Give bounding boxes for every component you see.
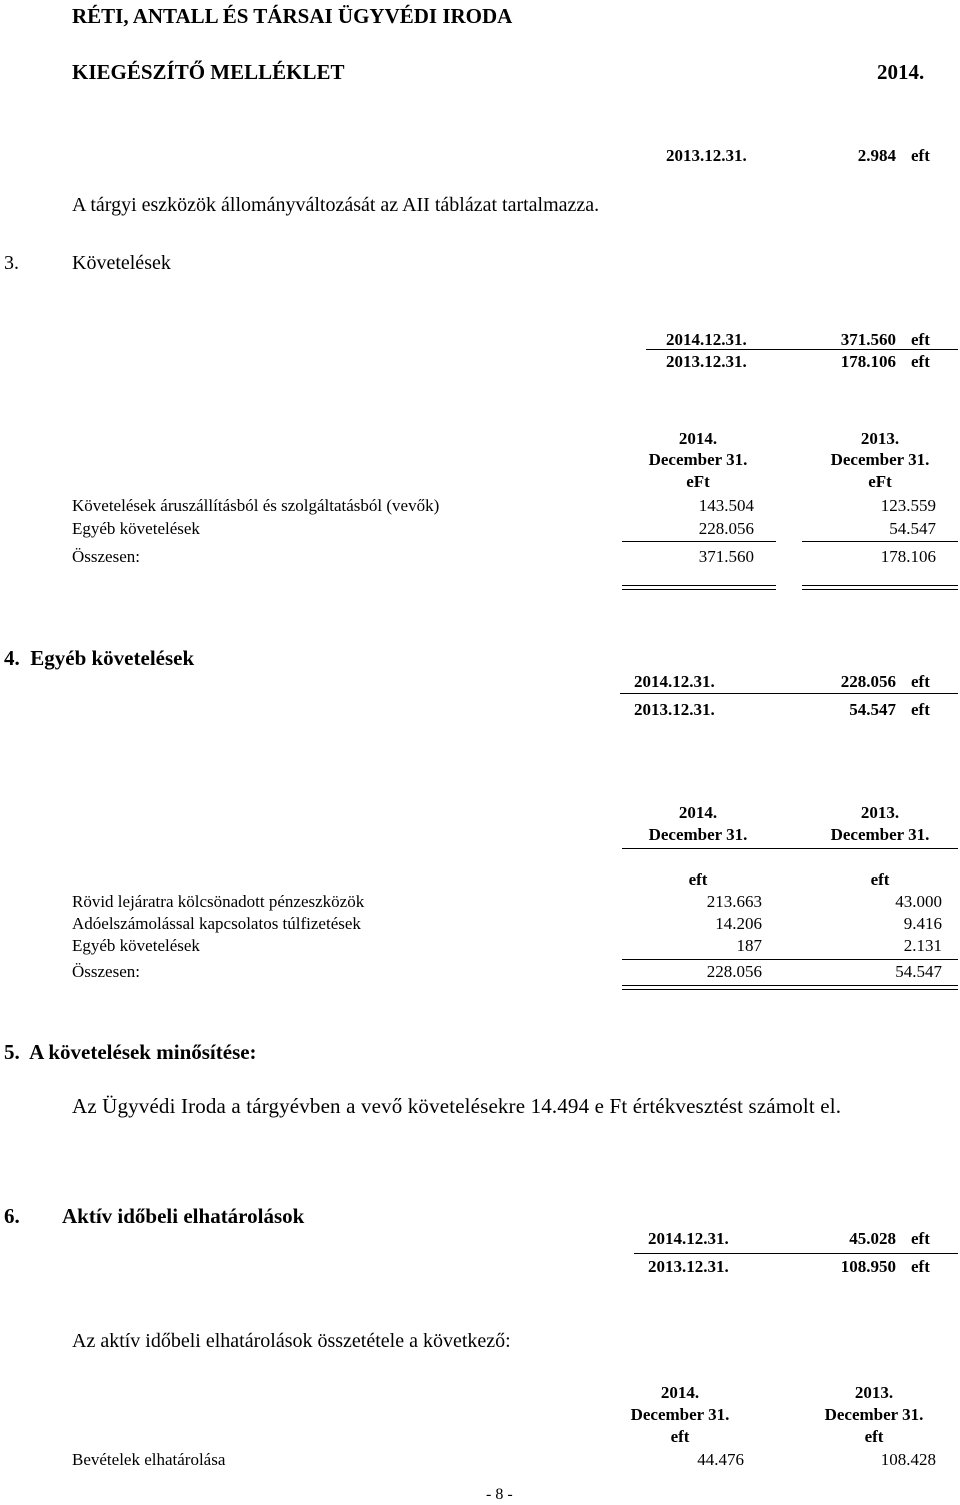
s3-total-label: Összesen:	[72, 547, 140, 566]
s4-summary-date-1: 2014.12.31.	[634, 672, 715, 691]
s4-col2-date: December 31.	[830, 825, 930, 844]
s4-row-label: Rövid lejáratra kölcsönadott pénzeszközök	[72, 892, 365, 911]
s6-summary-unit-1: eft	[911, 1229, 930, 1248]
s3-row-label: Követelések áruszállításból és szolgáltatásból (vevők)	[72, 496, 440, 515]
s6-col2-year: 2013.	[854, 1383, 894, 1402]
s3-summary-date-2: 2013.12.31.	[666, 352, 747, 371]
s6-summary-date-2: 2013.12.31.	[648, 1257, 729, 1276]
s3-summary-divider	[646, 349, 958, 350]
s3-col2-year: 2013.	[860, 429, 900, 448]
s3-row-value-2014: 143.504	[698, 496, 754, 515]
s4-col1-unit: eft	[688, 870, 708, 889]
s4-total-value-2014: 228.056	[706, 962, 762, 981]
assets-note: A tárgyi eszközök állományváltozását az AII táblázat tartalmazza.	[72, 194, 600, 216]
s4-row-value-2014: 14.206	[715, 914, 762, 933]
page-number: - 8 -	[486, 1486, 513, 1503]
section-5-title: 5. A követelések minősítése:	[4, 1040, 257, 1064]
s4-header-line	[622, 848, 958, 849]
s3-col1-unit: eFt	[686, 472, 710, 491]
s6-summary-value-2: 108.950	[840, 1257, 896, 1276]
s4-row-label: Adóelszámolással kapcsolatos túlfizetések	[72, 914, 361, 933]
s4-col1-date: December 31.	[648, 825, 748, 844]
s6-row-label: Bevételek elhatárolása	[72, 1450, 226, 1469]
s4-col2-year: 2013.	[860, 803, 900, 822]
s6-col2-unit: eft	[864, 1427, 884, 1446]
s3-summary-value-1: 371.560	[840, 330, 896, 349]
section-3-title: Követelések	[72, 252, 171, 274]
s3-total-value-2013: 178.106	[880, 547, 936, 566]
s6-summary-unit-2: eft	[911, 1257, 930, 1276]
assets-prev-value: 2.984	[857, 146, 896, 165]
s3-row-value-2013: 54.547	[889, 519, 936, 538]
s4-row-label: Egyéb követelések	[72, 936, 200, 955]
assets-prev-date: 2013.12.31.	[666, 146, 747, 165]
section-5-text: Az Ügyvédi Iroda a tárgyévben a vevő követelésekre 14.494 e Ft értékvesztést számolt el.	[72, 1094, 842, 1118]
s6-col2-date: December 31.	[824, 1405, 924, 1424]
s3-col1-subtotal-line	[622, 541, 776, 542]
section-4-title: 4. Egyéb követelések	[4, 646, 195, 670]
s3-col2-subtotal-line	[802, 541, 958, 542]
s6-col1-unit: eft	[670, 1427, 690, 1446]
document-year: 2014.	[877, 60, 925, 84]
s4-summary-value-1: 228.056	[840, 672, 896, 691]
s4-total-double-line	[622, 985, 958, 990]
firm-name: RÉTI, ANTALL ÉS TÁRSAI ÜGYVÉDI IRODA	[72, 4, 513, 28]
s6-summary-divider	[634, 1253, 958, 1254]
s3-col1-year: 2014.	[678, 429, 718, 448]
s3-row-value-2014: 228.056	[698, 519, 754, 538]
s3-col2-date: December 31.	[830, 450, 930, 469]
s4-row-value-2013: 2.131	[903, 936, 942, 955]
s3-summary-unit-2: eft	[911, 352, 930, 371]
s4-row-value-2013: 9.416	[903, 914, 942, 933]
s4-summary-value-2: 54.547	[849, 700, 896, 719]
s6-col1-date: December 31.	[630, 1405, 730, 1424]
s3-total-value-2014: 371.560	[698, 547, 754, 566]
section-6-number: 6.	[4, 1204, 20, 1228]
s3-col1-date: December 31.	[648, 450, 748, 469]
s6-summary-value-1: 45.028	[849, 1229, 896, 1248]
s3-summary-unit-1: eft	[911, 330, 930, 349]
section-3-number: 3.	[4, 252, 19, 274]
document-title: KIEGÉSZÍTŐ MELLÉKLET	[72, 60, 345, 84]
s6-col1-year: 2014.	[660, 1383, 700, 1402]
section-6-text: Az aktív időbeli elhatárolások összetétele a következő:	[72, 1330, 511, 1352]
s6-summary-date-1: 2014.12.31.	[648, 1229, 729, 1248]
section-6-title: Aktív időbeli elhatárolások	[62, 1204, 305, 1228]
s4-row-value-2013: 43.000	[895, 892, 942, 911]
s4-summary-divider	[620, 693, 958, 694]
s3-summary-value-2: 178.106	[840, 352, 896, 371]
s4-summary-date-2: 2013.12.31.	[634, 700, 715, 719]
s4-total-value-2013: 54.547	[895, 962, 942, 981]
s3-col2-total-double-line	[802, 585, 958, 590]
s4-subtotal-line	[622, 959, 958, 960]
s4-col1-year: 2014.	[678, 803, 718, 822]
s3-col2-unit: eFt	[868, 472, 892, 491]
s3-row-value-2013: 123.559	[880, 496, 936, 515]
s4-total-label: Összesen:	[72, 962, 140, 981]
s4-row-value-2014: 187	[736, 936, 762, 955]
s6-row-value-2014: 44.476	[697, 1450, 744, 1469]
assets-prev-unit: eft	[911, 146, 930, 165]
s3-summary-date-1: 2014.12.31.	[666, 330, 747, 349]
s4-summary-unit-2: eft	[911, 700, 930, 719]
s4-col2-unit: eft	[870, 870, 890, 889]
s4-row-value-2014: 213.663	[706, 892, 762, 911]
s4-summary-unit-1: eft	[911, 672, 930, 691]
s6-row-value-2013: 108.428	[880, 1450, 936, 1469]
s3-col1-total-double-line	[622, 585, 776, 590]
s3-row-label: Egyéb követelések	[72, 519, 200, 538]
